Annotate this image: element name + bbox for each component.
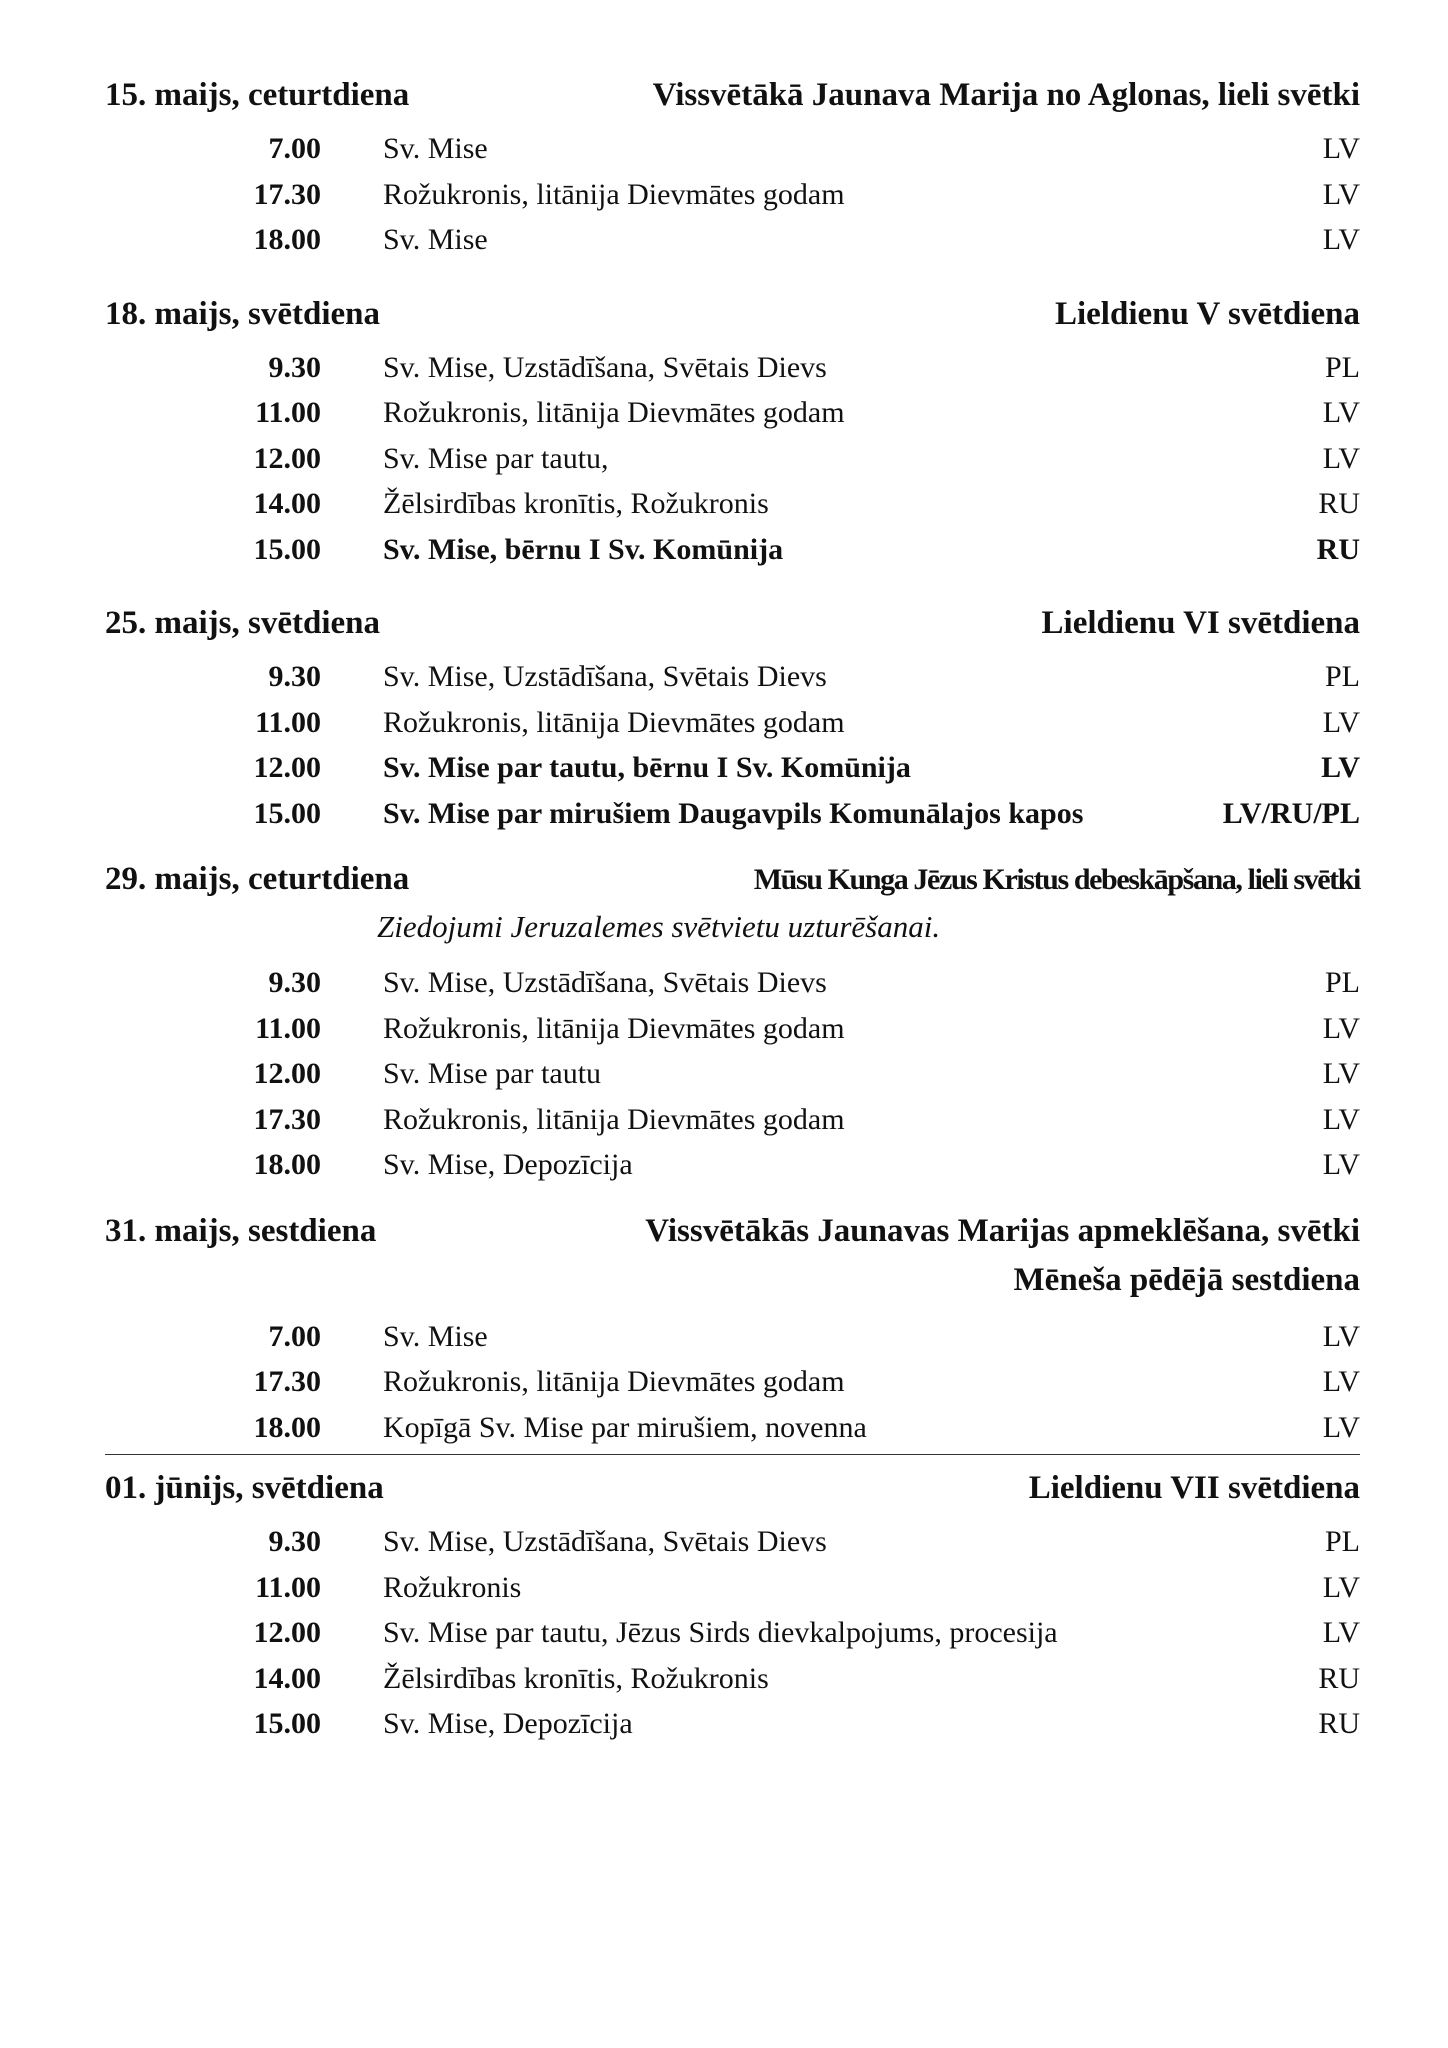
day-feast: Lieldienu VI svētdiena — [1041, 605, 1360, 641]
service-time: 15.00 — [253, 1707, 321, 1740]
schedule-row — [105, 745, 1360, 791]
service-time: 9.30 — [268, 350, 321, 384]
service-description: Sv. Mise, Uzstādīšana, Svētais Dievs — [383, 966, 827, 999]
service-language: LV — [1322, 132, 1360, 165]
schedule-row — [105, 1314, 1360, 1360]
day-section — [105, 1465, 1360, 1747]
service-time: 7.00 — [268, 1319, 321, 1353]
service-description: Kopīgā Sv. Mise par mirušiem, novenna — [383, 1410, 867, 1444]
service-time: 12.00 — [253, 1616, 321, 1649]
schedule-row — [105, 1006, 1360, 1052]
schedule-list — [105, 345, 1360, 573]
service-description: Rožukronis, litānija Dievmātes godam — [383, 396, 845, 429]
service-time: 11.00 — [255, 396, 321, 429]
service-time: 12.00 — [253, 751, 321, 784]
service-description: Sv. Mise — [383, 1319, 488, 1353]
service-time: 9.30 — [268, 966, 321, 999]
service-time: 11.00 — [255, 705, 321, 739]
service-time: 14.00 — [253, 487, 321, 520]
day-header — [105, 72, 1360, 118]
service-description: Sv. Mise, Depozīcija — [383, 1148, 633, 1181]
day-feast: Mūsu Kunga Jēzus Kristus debeskāpšana, lieli svētki — [753, 863, 1360, 896]
day-section — [105, 291, 1360, 573]
day-section — [105, 600, 1360, 836]
service-language: LV — [1322, 223, 1360, 256]
schedule-row — [105, 390, 1360, 436]
service-description: Rožukronis, litānija Dievmātes godam — [383, 1365, 845, 1398]
service-language: PL — [1324, 966, 1360, 999]
day-header — [105, 1465, 1360, 1511]
day-date: 29. maijs, ceturtdiena — [105, 861, 410, 897]
schedule-row — [105, 1405, 1360, 1451]
service-time: 18.00 — [253, 1148, 321, 1181]
service-description: Sv. Mise par tautu, — [383, 441, 609, 475]
service-language: LV — [1322, 1011, 1360, 1045]
day-feast: Vissvētākā Jaunava Marija no Aglonas, lieli svētki — [652, 77, 1360, 113]
service-description: Sv. Mise, Uzstādīšana, Svētais Dievs — [383, 350, 827, 384]
day-feast: Lieldienu VII svētdiena — [1028, 1470, 1360, 1506]
schedule-row — [105, 1097, 1360, 1143]
service-language: LV — [1322, 1365, 1360, 1398]
schedule-row — [105, 217, 1360, 263]
day-date: 25. maijs, svētdiena — [105, 605, 380, 641]
service-language: PL — [1324, 350, 1360, 384]
service-language: LV — [1322, 1616, 1360, 1649]
service-time: 15.00 — [253, 796, 321, 830]
service-description: Sv. Mise par mirušiem Daugavpils Komunālajos kapos — [383, 796, 1084, 830]
service-language: LV — [1322, 705, 1360, 739]
service-language: LV — [1322, 1148, 1360, 1181]
service-time: 11.00 — [255, 1011, 321, 1045]
service-language: RU — [1318, 487, 1360, 520]
schedule-list — [105, 960, 1360, 1188]
section-divider — [105, 1454, 1360, 1455]
schedule-list — [105, 1519, 1360, 1747]
schedule-row — [105, 436, 1360, 482]
schedule-row — [105, 1701, 1360, 1747]
service-language: RU — [1316, 532, 1360, 566]
service-description: Sv. Mise — [383, 132, 488, 165]
day-date: 18. maijs, svētdiena — [105, 295, 380, 332]
service-time: 11.00 — [255, 1570, 321, 1604]
service-language: LV — [1322, 1057, 1360, 1090]
day-section — [105, 1208, 1360, 1451]
service-time: 17.30 — [253, 177, 321, 211]
service-description: Žēlsirdības kronītis, Rožukronis — [383, 1661, 769, 1695]
service-time: 9.30 — [268, 660, 321, 693]
service-time: 12.00 — [253, 441, 321, 475]
service-description: Sv. Mise, Uzstādīšana, Svētais Dievs — [383, 660, 827, 693]
schedule-list — [105, 1314, 1360, 1451]
service-language: RU — [1318, 1661, 1360, 1695]
day-date: 31. maijs, sestdiena — [105, 1212, 377, 1249]
day-section — [105, 856, 1360, 1188]
service-language: LV — [1322, 1102, 1360, 1136]
schedule-list — [105, 654, 1360, 836]
schedule-row — [105, 791, 1360, 837]
schedule-row — [105, 126, 1360, 172]
day-date: 01. jūnijs, svētdiena — [105, 1470, 384, 1506]
service-time: 7.00 — [268, 132, 321, 165]
service-description: Rožukronis, litānija Dievmātes godam — [383, 705, 845, 739]
day-subtitle: Mēneša pēdējā sestdiena — [1013, 1261, 1360, 1298]
service-language: LV — [1322, 1319, 1360, 1353]
service-language: LV — [1322, 441, 1360, 475]
service-language: PL — [1324, 1525, 1360, 1558]
day-feast: Vissvētākās Jaunavas Marijas apmeklēšana, svētki — [645, 1212, 1360, 1249]
schedule-row — [105, 1610, 1360, 1656]
schedule-row — [105, 1051, 1360, 1097]
service-time: 14.00 — [253, 1661, 321, 1695]
day-date: 15. maijs, ceturtdiena — [105, 77, 410, 113]
service-description: Žēlsirdības kronītis, Rožukronis — [383, 487, 769, 520]
service-time: 18.00 — [253, 1410, 321, 1444]
schedule-row — [105, 1656, 1360, 1702]
service-language: LV — [1322, 1570, 1360, 1604]
schedule-row — [105, 1519, 1360, 1565]
schedule-row — [105, 1565, 1360, 1611]
service-description: Sv. Mise — [383, 223, 488, 256]
service-description: Rožukronis, litānija Dievmātes godam — [383, 1011, 845, 1045]
service-time: 12.00 — [253, 1057, 321, 1090]
service-description: Sv. Mise par tautu, bērnu I Sv. Komūnija — [383, 751, 911, 784]
service-time: 17.30 — [253, 1365, 321, 1398]
schedule-row — [105, 527, 1360, 573]
service-description: Sv. Mise, Uzstādīšana, Svētais Dievs — [383, 1525, 827, 1558]
service-time: 15.00 — [253, 532, 321, 566]
schedule-row — [105, 960, 1360, 1006]
schedule-row — [105, 1142, 1360, 1188]
service-time: 9.30 — [268, 1525, 321, 1558]
day-header — [105, 600, 1360, 646]
schedule-row — [105, 345, 1360, 391]
service-description: Rožukronis, litānija Dievmātes godam — [383, 177, 845, 211]
schedule-row — [105, 1359, 1360, 1405]
service-description: Sv. Mise, bērnu I Sv. Komūnija — [383, 532, 784, 566]
schedule-row — [105, 172, 1360, 218]
service-language: LV — [1322, 1410, 1360, 1444]
schedule-list — [105, 126, 1360, 263]
day-note: Ziedojumi Jeruzalemes svētvietu uzturēšanai. — [377, 909, 941, 944]
service-time: 18.00 — [253, 223, 321, 256]
service-description: Sv. Mise par tautu, Jēzus Sirds dievkalpojums, procesija — [383, 1616, 1058, 1649]
day-feast: Lieldienu V svētdiena — [1054, 295, 1360, 332]
service-language: LV — [1322, 396, 1360, 429]
service-description: Rožukronis, litānija Dievmātes godam — [383, 1102, 845, 1136]
schedule-row — [105, 654, 1360, 700]
schedule-document — [105, 72, 1360, 1747]
day-header — [105, 291, 1360, 337]
service-language: RU — [1318, 1707, 1360, 1740]
service-language: LV/RU/PL — [1222, 796, 1360, 830]
service-language: LV — [1321, 751, 1360, 784]
schedule-row — [105, 700, 1360, 746]
service-description: Sv. Mise, Depozīcija — [383, 1707, 633, 1740]
service-language: PL — [1324, 660, 1360, 693]
service-language: LV — [1322, 177, 1360, 211]
service-description: Rožukronis — [383, 1570, 522, 1604]
service-time: 17.30 — [253, 1102, 321, 1136]
service-description: Sv. Mise par tautu — [383, 1057, 602, 1090]
day-section — [105, 72, 1360, 263]
schedule-row — [105, 481, 1360, 527]
day-header — [105, 1208, 1360, 1254]
day-header — [105, 856, 1360, 902]
